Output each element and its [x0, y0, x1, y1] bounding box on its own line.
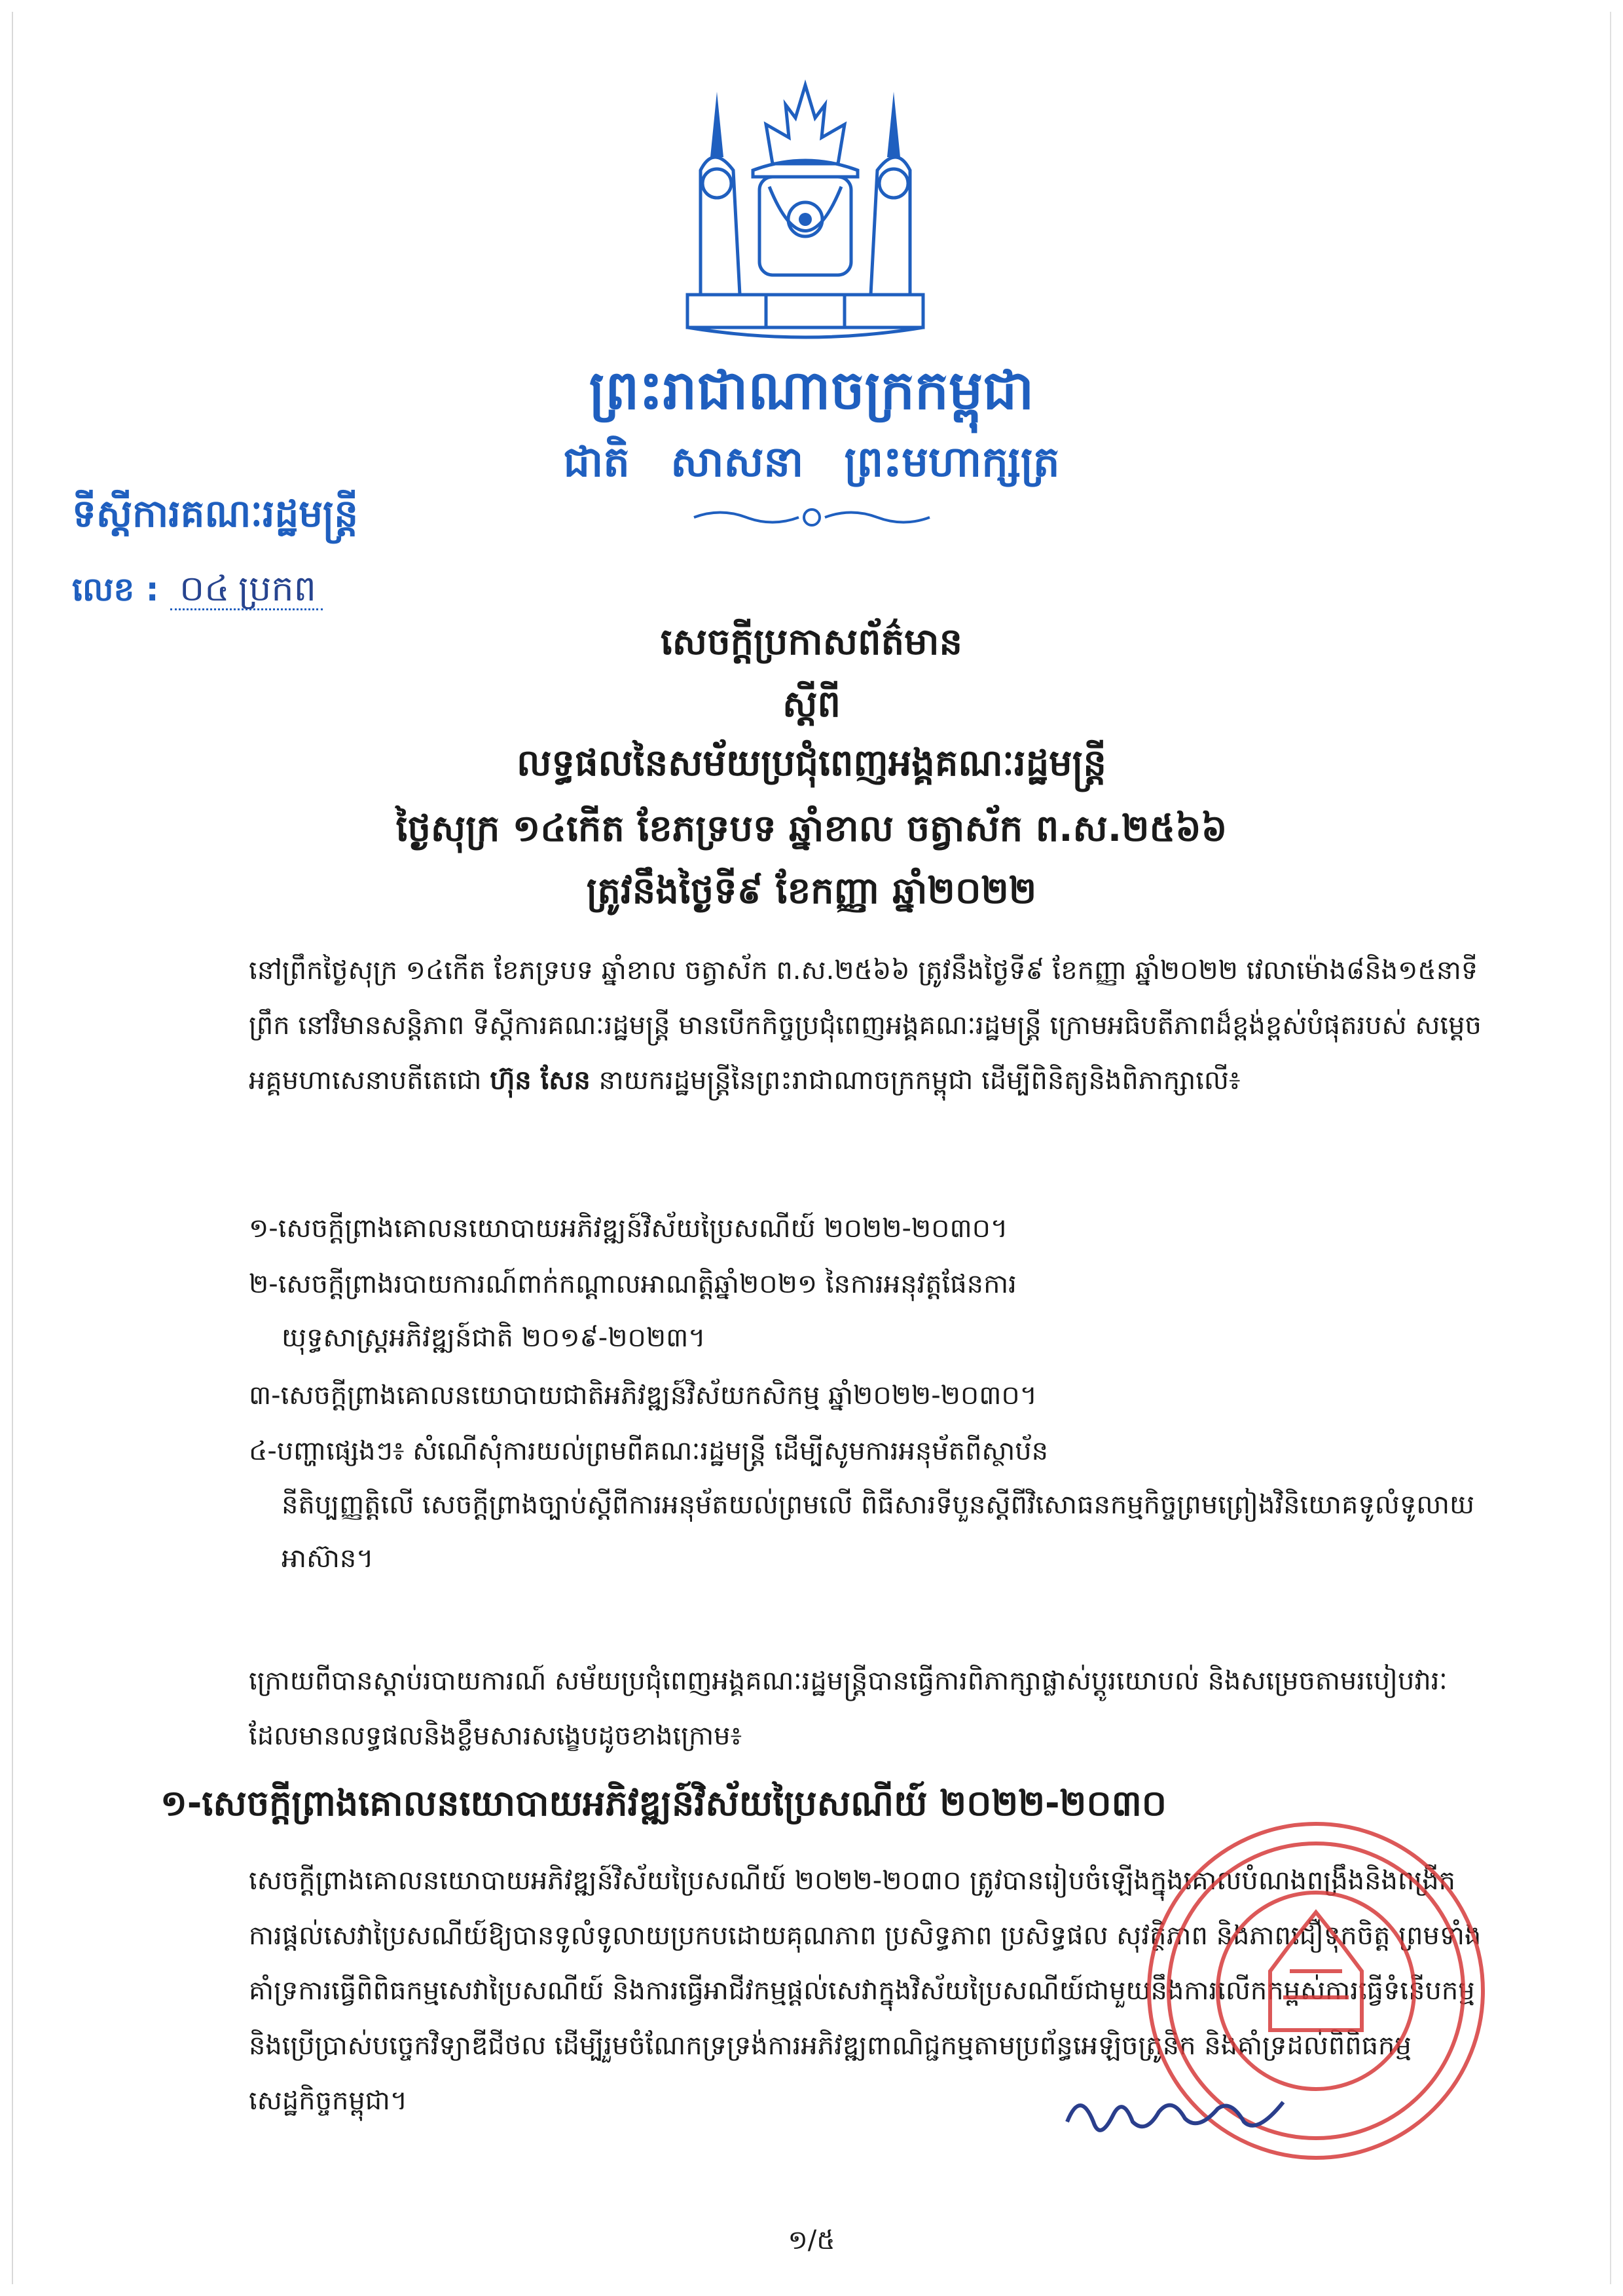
title-lunar-date: ថ្ងៃសុក្រ ១៤កើត ខែភទ្របទ ឆ្នាំខាល ចត្វាស័ក ព.ស.២៥៦៦	[395, 807, 1228, 850]
handwritten-signature-icon	[1061, 2076, 1296, 2155]
agenda-item-continuation: នីតិប្បញ្ញត្តិលើ សេចក្តីព្រាងច្បាប់ស្តីពីការអនុម័តយល់ព្រមលើ ពិធីសារទីបួនស្តីពីវិសោធនកម្មកិច្ចព្រមព្រៀងវិនិយោគទូលំទូលាយអាស៊ាន។	[282, 1490, 1475, 1574]
agenda-item	[249, 1202, 1486, 1255]
reference-number: ០៤ ប្រកព	[170, 569, 323, 610]
agenda-item-continuation: យុទ្ធសាស្ត្រអភិវឌ្ឍន៍ជាតិ ២០១៩-២០២៣។	[282, 1323, 706, 1353]
ornament-divider-icon	[681, 504, 943, 530]
title-gregorian-date: ត្រូវនឹងថ្ងៃទី៩ ខែកញ្ញា ឆ្នាំ២០២២	[586, 870, 1037, 912]
agenda-item-text: ២-សេចក្តីព្រាងរបាយការណ៍ពាក់កណ្តាលអាណត្តិឆ្នាំ២០២១ នៃការអនុវត្តផែនការ	[249, 1269, 1017, 1299]
intro-paragraph	[249, 943, 1486, 1108]
national-motto: ជាតិ សាសនា ព្រះមហាក្សត្រ	[563, 438, 1060, 487]
agenda-item-text: ៤-បញ្ហាផ្សេងៗ៖ សំណើសុំការយល់ព្រមពីគណៈរដ្ឋមន្ត្រី ដើម្បីសូមការអនុម័តពីស្ថាប័ន	[249, 1436, 1049, 1466]
issuing-office: ទីស្តីការគណៈរដ្ឋមន្ត្រី	[72, 491, 359, 536]
reference-line	[72, 566, 323, 618]
title-about: ស្តីពី	[782, 683, 841, 726]
royal-arms-emblem-icon	[661, 79, 949, 354]
document-title: សេចក្តីប្រកាសព័ត៌មាន	[660, 621, 962, 663]
kingdom-title: ព្រះរាជាណាចក្រកម្ពុជា	[589, 360, 1034, 422]
pm-name: ហ៊ុន សែន	[490, 1065, 591, 1096]
agenda-item-text: ៣-សេចក្តីព្រាងគោលនយោបាយជាតិអភិវឌ្ឍន៍វិស័យកសិកម្ម ឆ្នាំ២០២២-២០៣០។	[249, 1380, 1038, 1411]
after-agenda-paragraph: ក្រោយពីបានស្តាប់របាយការណ៍ សម័យប្រជុំពេញអង្គគណៈរដ្ឋមន្ត្រីបានធ្វើការពិភាក្សាផ្លាស់ប្តូរយោបល់ និងសម្រេចតាមរបៀបវារៈ ដែលមានលទ្ធផលនិងខ្លឹមសារសង្ខេបដូចខាងក្រោម៖	[249, 1666, 1448, 1751]
page-number: ១/៥	[788, 2225, 835, 2255]
section-1-body: សេចក្តីព្រាងគោលនយោបាយអភិវឌ្ឍន៍វិស័យប្រៃសណីយ៍ ២០២២-២០៣០ ត្រូវបានរៀបចំឡើងក្នុងគោលបំណងពង្រឹងនិងពង្រីកការផ្តល់សេវាប្រៃសណីយ៍ឱ្យបានទូលំទូលាយប្រកបដោយគុណភាព ប្រសិទ្ធភាព ប្រសិទ្ធផល សុវត្ថិភាព និងភាពជឿទុកចិត្ត ព្រមទាំងគាំទ្រការធ្វើពិពិធកម្មសេវាប្រៃសណីយ៍ និងការធ្វើអាជីវកម្មផ្តល់សេវាក្នុងវិស័យប្រៃសណីយ៍ជាមួយនឹងការលើកកម្ពស់ការធ្វើទំនើបកម្មនិងប្រើប្រាស់បច្ចេកវិទ្យាឌីជីថល ដើម្បីរួមចំណែកទ្រទ្រង់ការអភិវឌ្ឍពាណិជ្ជកម្មតាមប្រព័ន្ធអេឡិចត្រូនិក និងគាំទ្រដល់ពិពិធកម្មសេដ្ឋកិច្ចកម្ពុជា។	[249, 1866, 1482, 2116]
intro-text-after: នាយករដ្ឋមន្ត្រីនៃព្រះរាជាណាចក្រកម្ពុជា ដើម្បីពិនិត្យនិងពិភាក្សាលើ៖	[590, 1065, 1241, 1096]
agenda-item	[249, 1257, 1486, 1365]
section-1-heading: ១-សេចក្តីព្រាងគោលនយោបាយអភិវឌ្ឍន៍វិស័យប្រៃសណីយ៍ ២០២២-២០៣០	[160, 1783, 1167, 1824]
agenda-item	[249, 1369, 1486, 1422]
title-subject: លទ្ធផលនៃសម័យប្រជុំពេញអង្គគណៈរដ្ឋមន្ត្រី	[517, 742, 1106, 785]
intro-text-before: នៅព្រឹកថ្ងៃសុក្រ ១៤កើត ខែភទ្របទ ឆ្នាំខាល ចត្វាស័ក ព.ស.២៥៦៦ ត្រូវនឹងថ្ងៃទី៩ ខែកញ្ញា ឆ្នាំ២០២២ វេលាម៉ោង៨និង១៥នាទីព្រឹក នៅវិមានសន្តិភាព ទីស្តីការគណៈរដ្ឋមន្ត្រី មានបើកកិច្ចប្រជុំពេញអង្គគណៈរដ្ឋមន្ត្រី ក្រោមអធិបតីភាពដ៏ខ្ពង់ខ្ពស់បំផុតរបស់ សម្តេចអគ្គមហាសេនាបតីតេជោ	[249, 955, 1482, 1096]
agenda-item-text: ១-សេចក្តីព្រាងគោលនយោបាយអភិវឌ្ឍន៍វិស័យប្រៃសណីយ៍ ២០២២-២០៣០។	[249, 1213, 1008, 1244]
agenda-item	[249, 1424, 1486, 1585]
reference-label: លេខ :	[72, 570, 159, 608]
